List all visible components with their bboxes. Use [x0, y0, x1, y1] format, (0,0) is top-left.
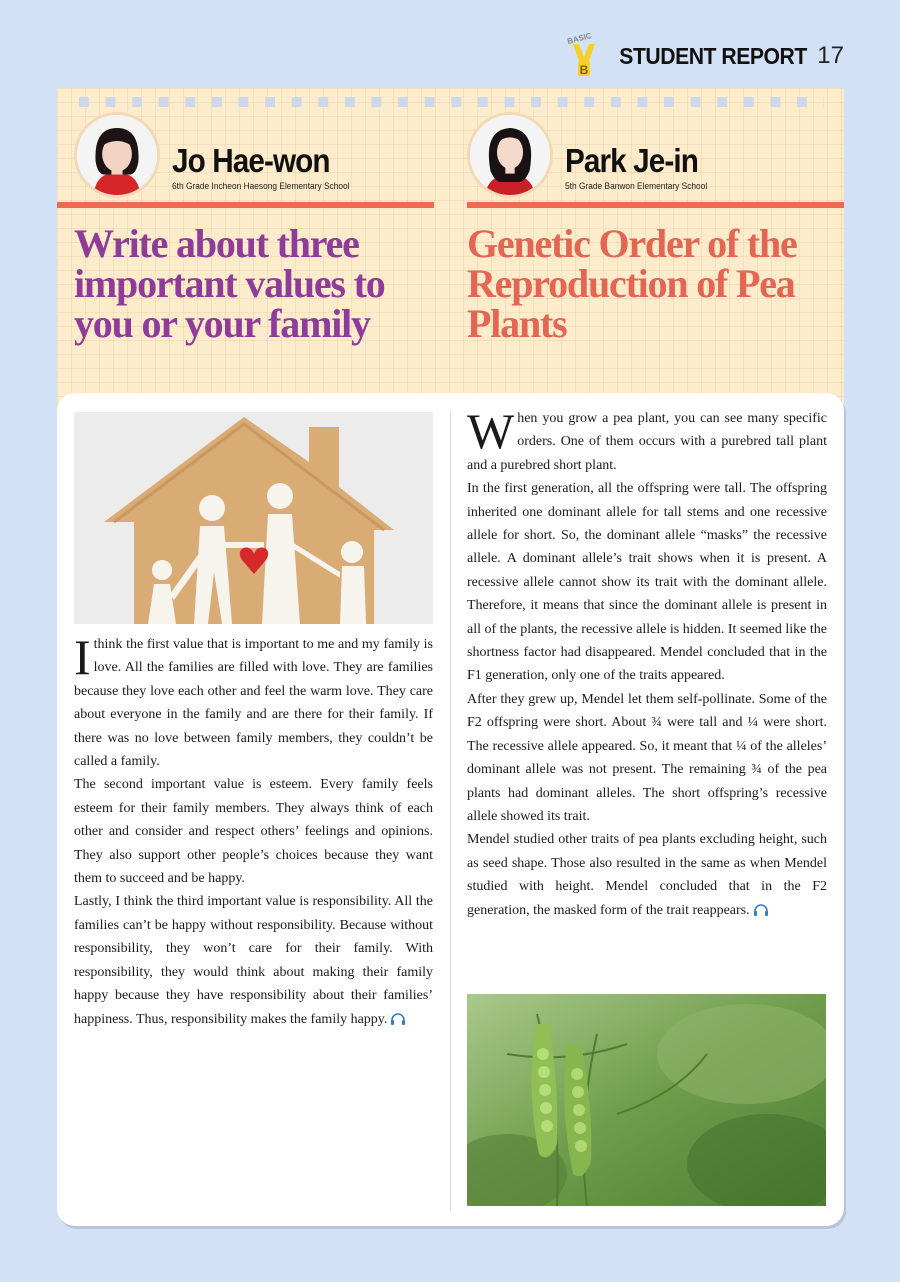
badge-letter: B: [580, 63, 589, 77]
paragraph: After they grew up, Mendel let them self-pollinate. Some of the F2 offspring were short. About ¾ were tall and ¼ were short. The recessive allele appeared. So, it meant that ¼ of the alleles’ dominant allele was not present. The remaining ¾ of the pea plants had dominant alleles. The short offspring’s recessive allele showed its trait.: [467, 691, 827, 824]
author-school-right: 5th Grade Banwon Elementary School: [565, 181, 708, 192]
dropcap-left: I: [74, 629, 91, 685]
column-divider: [450, 411, 451, 1211]
article-title-left: Write about three important values to you or your family: [74, 221, 385, 346]
paragraph: I think the first value that is important to me and my family is love. All the families are filled with love. They are families because they love each other and feel the warm love. They care about everyone in the family and are there for their family. If there was no love between family members, they couldn’t be called a family.: [74, 629, 433, 770]
paragraph: Mendel studied other traits of pea plants excluding height, such as seed shape. Those also resulted in the same as when Mendel studied with height. Mendel concluded that in the F2 generation, the masked form of the trait reappears.: [467, 832, 827, 918]
title-panel: [57, 88, 844, 428]
paragraph: Lastly, I think the third important value is responsibility. All the families can’t be happy without responsibility. Because without responsibility, they won’t care for their family. With responsibility, they would think about making their family happy because they have responsibility about their families’ happiness. Thus, responsibility makes the family happy.: [74, 894, 433, 1027]
section-title: STUDENT REPORT: [619, 42, 808, 69]
author-block-left: [74, 112, 374, 198]
article-body-left: [74, 629, 433, 1031]
headphones-icon: [753, 904, 769, 916]
paragraph: The second important value is esteem. Every family feels esteem for their family members. They always think of each other and consider and respect others’ feelings and opinions. They also support other people’s choices because they want them to succeed and be happy.: [74, 777, 433, 887]
article-body-right: [467, 403, 827, 922]
decorative-dot-row: [79, 97, 824, 107]
author-school-left: 6th Grade Incheon Haesong Elementary School: [172, 181, 350, 192]
avatar-left: [74, 112, 160, 198]
article-title-right: Genetic Order of the Reproduction of Pea Plants: [467, 221, 797, 346]
author-info-right: [565, 144, 727, 192]
family-house-photo: [74, 412, 433, 624]
author-block-right: [467, 112, 727, 198]
author-name-right: Park Je-in: [565, 142, 698, 179]
badge-label: BASIC: [566, 30, 594, 47]
pea-plant-photo: [467, 994, 826, 1206]
page-header: [567, 30, 844, 82]
badge-v-shape: [572, 43, 596, 77]
content-panel: [57, 393, 844, 1226]
basic-badge-icon: [566, 30, 597, 78]
avatar-right: [467, 112, 553, 198]
divider-rule-right: [467, 202, 844, 208]
author-name-left: Jo Hae-won: [172, 142, 330, 179]
paragraph: When you grow a pea plant, you can see many specific orders. One of them occurs with a purebred tall plant and a purebred short plant.: [467, 403, 827, 473]
paragraph: In the first generation, all the offspring were tall. The offspring inherited one dominant allele for tall stems and one recessive allele for short. So, the dominant allele “masks” the recessive allele. A dominant allele’s trait shows when it is present. A recessive allele cannot show its trait with the dominant allele. Therefore, it means that since the dominant allele is present in all of the plants, the recessive allele is hidden. It seemed like the shortness factor had disappeared. Mendel concluded that in the F1 generation, only one of the traits appeared.: [467, 481, 827, 684]
divider-rule-left: [57, 202, 434, 208]
dropcap-right: W: [467, 403, 515, 459]
author-info-left: [172, 144, 374, 192]
headphones-icon: [390, 1013, 406, 1025]
page-number: 17: [817, 42, 844, 69]
